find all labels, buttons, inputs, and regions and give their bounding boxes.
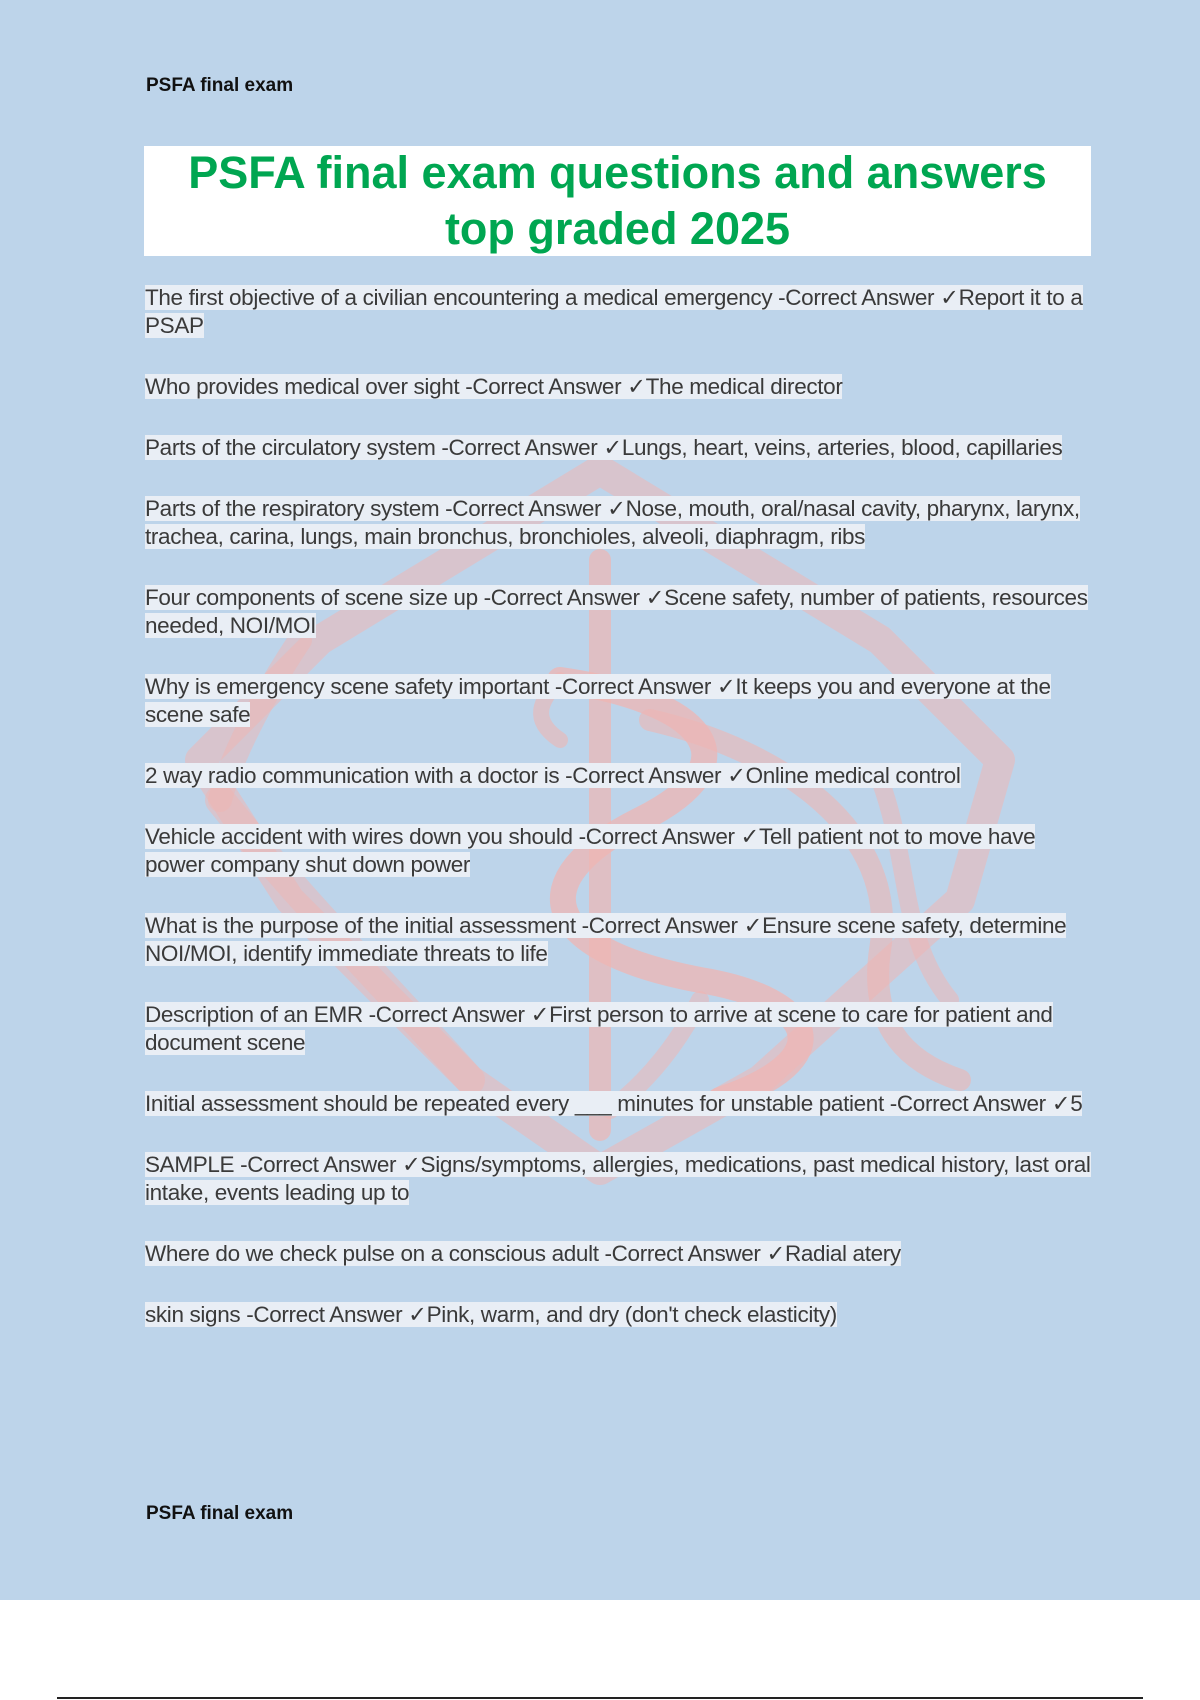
running-header: PSFA final exam: [146, 75, 294, 96]
title-line-2: top graded 2025: [444, 203, 791, 254]
qa-text: SAMPLE -Correct Answer ✓Signs/symptoms, allergies, medications, past medical history, last oral intake, events leading up to: [145, 1152, 1091, 1205]
qa-text: skin signs -Correct Answer ✓Pink, warm, and dry (don't check elasticity): [145, 1302, 837, 1327]
bottom-divider: [57, 1697, 1143, 1699]
qa-text: Initial assessment should be repeated every ___ minutes for unstable patient -Correct Answer ✓5: [145, 1091, 1083, 1116]
list-item: [145, 284, 1095, 340]
qa-text: What is the purpose of the initial assessment -Correct Answer ✓Ensure scene safety, determine NOI/MOI, identify immediate threats to life: [145, 913, 1067, 966]
list-item: [145, 1151, 1095, 1207]
qa-text: Parts of the respiratory system -Correct Answer ✓Nose, mouth, oral/nasal cavity, pharynx, larynx, trachea, carina, lungs, main bronchus, bronchioles, alveoli, diaphragm, ribs: [145, 496, 1080, 549]
qa-text: The first objective of a civilian encountering a medical emergency -Correct Answer ✓Report it to a PSAP: [145, 285, 1083, 338]
list-item: [145, 434, 1095, 462]
list-item: [145, 823, 1095, 879]
list-item: [145, 762, 1095, 790]
list-item: [145, 673, 1095, 729]
running-footer: PSFA final exam: [146, 1503, 294, 1524]
list-item: [145, 373, 1095, 401]
qa-text: Who provides medical over sight -Correct Answer ✓The medical director: [145, 374, 843, 399]
qa-text: Description of an EMR -Correct Answer ✓First person to arrive at scene to care for patient and document scene: [145, 1002, 1053, 1055]
list-item: [145, 912, 1095, 968]
list-item: [145, 584, 1095, 640]
list-item: [145, 1090, 1095, 1118]
title-line-1: PSFA final exam questions and answers: [188, 147, 1047, 198]
qa-text: Where do we check pulse on a conscious adult -Correct Answer ✓Radial atery: [145, 1241, 901, 1266]
list-item: [145, 1001, 1095, 1057]
list-item: [145, 1240, 1095, 1268]
qa-text: Vehicle accident with wires down you should -Correct Answer ✓Tell patient not to move have power company shut down power: [145, 824, 1036, 877]
question-answer-list: [145, 284, 1095, 1362]
list-item: [145, 495, 1095, 551]
qa-text: Four components of scene size up -Correct Answer ✓Scene safety, number of patients, resources needed, NOI/MOI: [145, 585, 1088, 638]
qa-text: Parts of the circulatory system -Correct Answer ✓Lungs, heart, veins, arteries, blood, capillaries: [145, 435, 1063, 460]
document-title: [188, 145, 1047, 257]
qa-text: Why is emergency scene safety important -Correct Answer ✓It keeps you and everyone at the scene safe: [145, 674, 1051, 727]
list-item: [145, 1301, 1095, 1329]
qa-text: 2 way radio communication with a doctor is -Correct Answer ✓Online medical control: [145, 763, 961, 788]
title-banner: [144, 146, 1091, 256]
